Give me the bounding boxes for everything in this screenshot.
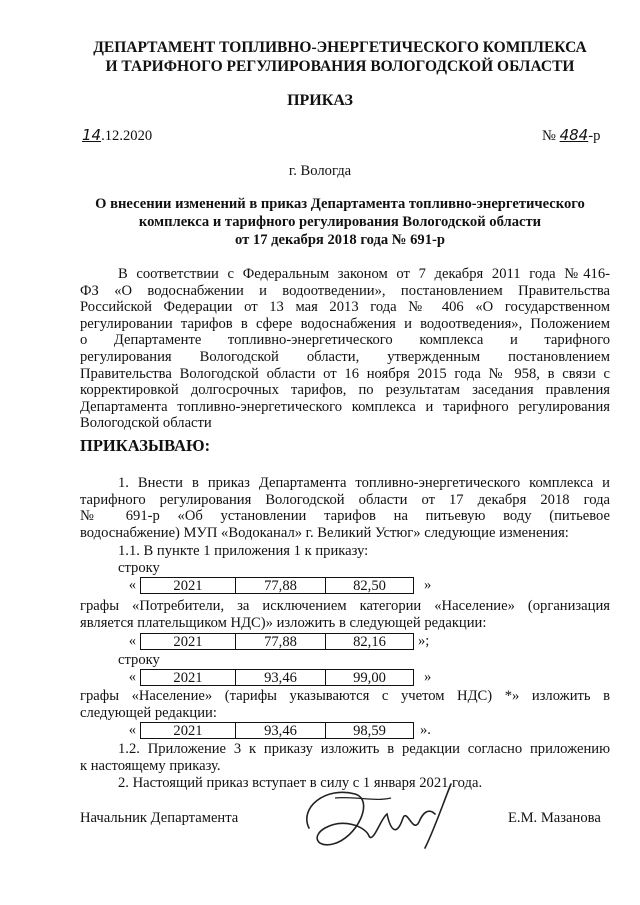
header-line-1: ДЕПАРТАМЕНТ ТОПЛИВНО-ЭНЕРГЕТИЧЕСКОГО КОМПЛЕКСА <box>93 39 587 56</box>
date-day-handwritten: 14 <box>82 126 102 144</box>
preamble-line: Департамента топливно-энергетического комплекса и тарифного регулирования <box>80 398 610 415</box>
signature-scribble <box>295 778 455 858</box>
close-quote: » <box>424 669 432 685</box>
open-quote: « <box>128 633 136 649</box>
preamble-line: Российской Федерации от 13 мая 2013 года № 406 «О государственном <box>80 299 610 316</box>
table-row <box>112 722 431 739</box>
close-quote: » <box>424 577 432 593</box>
close-quote-period: ». <box>420 722 431 738</box>
table-cell-value: 77,88 <box>236 633 326 650</box>
document-type: ПРИКАЗ <box>287 92 353 109</box>
date-rest: .12.2020 <box>101 128 153 144</box>
table-cell-value: 77,88 <box>236 577 326 594</box>
handwritten-signature <box>295 778 455 863</box>
preamble-line: Правительства Вологодской области от 16 ноября 2015 года № 958, в связи с <box>80 365 610 382</box>
city: г. Вологда <box>288 163 352 179</box>
department-header <box>60 38 620 76</box>
graph-1-line: графы «Потребители, за исключением категории «Население» (организация <box>80 598 610 614</box>
header-line-2: И ТАРИФНОГО РЕГУЛИРОВАНИЯ ВОЛОГОДСКОЙ ОБЛАСТИ <box>105 58 575 75</box>
number-prefix: № <box>542 128 556 144</box>
item-1-line: № 691-р «Об установлении тарифов на питьевую воду (питьевое <box>80 508 610 525</box>
preamble-line: о Департаменте топливно-энергетического комплекса и тарифного <box>80 332 610 349</box>
graph-1 <box>80 598 610 631</box>
item-1-2-line: 1.2. Приложение 3 к приказу изложить в редакции согласно приложению <box>118 741 610 757</box>
table-cell-value: 93,46 <box>236 722 326 739</box>
table-row <box>112 633 429 650</box>
document-subject <box>60 195 620 249</box>
subject-line-2: комплекса и тарифного регулирования Вологодской области <box>138 214 542 230</box>
item-2: 2. Настоящий приказ вступает в силу с 1 января 2021 года. <box>118 775 483 791</box>
item-1-1: 1.1. В пункте 1 приложения 1 к приказу: <box>118 543 369 559</box>
close-quote-semicolon: »; <box>418 633 430 649</box>
item-1 <box>80 475 610 541</box>
preamble-line: Вологодской области <box>80 415 212 432</box>
table-cell-year: 2021 <box>140 669 236 686</box>
number-handwritten: 484 <box>559 126 589 144</box>
graph-2-line: графы «Население» (тарифы указываются с учетом НДС) *» изложить в <box>80 688 610 704</box>
document-date <box>82 127 152 145</box>
preamble-line: ФЗ «О водоснабжении и водоотведении», постановлением Правительства <box>80 282 610 299</box>
stroku-label: строку <box>118 560 160 576</box>
item-1-line: 1. Внести в приказ Департамента топливно-энергетического комплекса и <box>118 475 610 491</box>
item-1-line: тарифного регулирования Вологодской области от 17 декабря 2018 года <box>80 491 610 508</box>
item-1-2 <box>80 741 610 774</box>
table-cell-value: 82,50 <box>326 577 414 594</box>
graph-1-line: является плательщиком НДС)» изложить в следующей редакции: <box>80 614 487 631</box>
stroku-label: строку <box>118 652 160 668</box>
open-quote: « <box>128 669 136 685</box>
document-number <box>542 127 600 145</box>
graph-2-line: следующей редакции: <box>80 704 217 721</box>
signatory-name: Е.М. Мазанова <box>508 810 601 826</box>
preamble <box>80 266 610 432</box>
open-quote: « <box>128 722 136 738</box>
preamble-line: регулирования Вологодской области, утвержденным постановлением <box>80 348 610 365</box>
table-cell-year: 2021 <box>140 577 236 594</box>
order-word: ПРИКАЗЫВАЮ: <box>80 436 211 455</box>
item-1-line: водоснабжение) МУП «Водоканал» г. Великий Устюг» следующие изменения: <box>80 524 569 541</box>
number-suffix: -р <box>588 128 601 144</box>
subject-line-1: О внесении изменений в приказ Департамента топливно-энергетического <box>95 196 585 212</box>
table-cell-value: 93,46 <box>236 669 326 686</box>
table-cell-value: 98,59 <box>326 722 414 739</box>
subject-line-3: от 17 декабря 2018 года № 691-р <box>235 232 445 248</box>
graph-2 <box>80 688 610 721</box>
preamble-line: корректировкой долгосрочных тарифов, по результатам заседания правления <box>80 382 610 399</box>
table-cell-year: 2021 <box>140 633 236 650</box>
open-quote: « <box>128 577 136 593</box>
table-cell-value: 82,16 <box>326 633 414 650</box>
table-row <box>112 577 431 594</box>
table-row <box>112 669 431 686</box>
item-1-2-line: к настоящему приказу. <box>80 757 221 774</box>
preamble-line: регулировании тарифов в сфере водоснабжения и водоотведения», Положением <box>80 315 610 332</box>
table-cell-year: 2021 <box>140 722 236 739</box>
signatory-position: Начальник Департамента <box>80 810 239 826</box>
table-cell-value: 99,00 <box>326 669 414 686</box>
preamble-line: В соответствии с Федеральным законом от 7 декабря 2011 года №416- <box>118 266 610 282</box>
